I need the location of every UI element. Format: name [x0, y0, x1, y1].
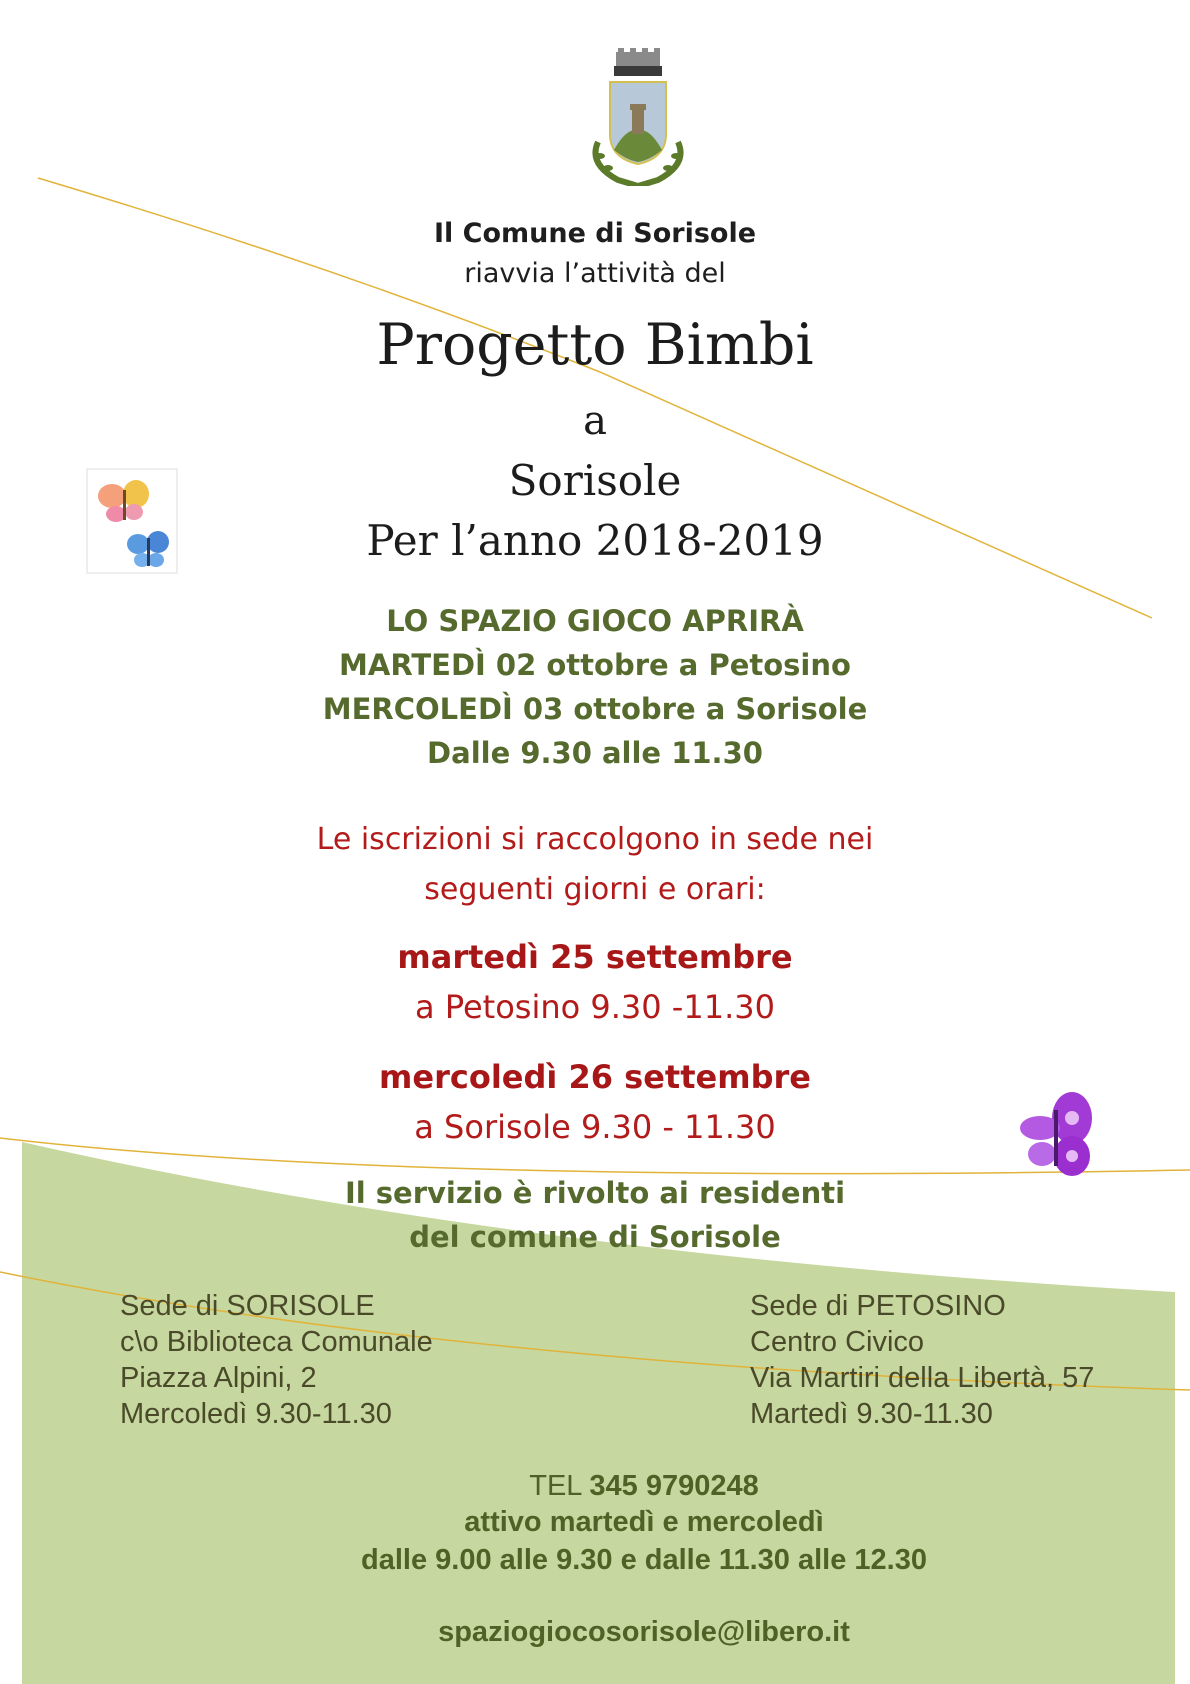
registration-day-1-place: a Petosino 9.30 -11.30 [415, 988, 775, 1026]
page-title: Progetto Bimbi [376, 312, 814, 378]
registration-day-1-date: martedì 25 settembre [397, 938, 793, 976]
sede-sorisole [120, 1288, 433, 1432]
sede-petosino-line-2: Via Martiri della Libertà, 57 [750, 1362, 1095, 1394]
registration-intro-1: Le iscrizioni si raccolgono in sede nei [316, 822, 874, 857]
issuer: Il Comune di Sorisole [433, 218, 757, 249]
sede-sorisole-line-3: Mercoledì 9.30-11.30 [120, 1398, 392, 1430]
opening-line-1: LO SPAZIO GIOCO APRIRÀ [386, 604, 804, 638]
service-line-1: Il servizio è rivolto ai residenti [344, 1176, 846, 1210]
service-line-2: del comune di Sorisole [409, 1220, 781, 1254]
subtitle: riavvia l’attività del [464, 258, 726, 289]
registration-day-2-date: mercoledì 26 settembre [379, 1058, 811, 1096]
phone-number: 345 9790248 [589, 1470, 759, 1502]
opening-line-4: Dalle 9.30 alle 11.30 [427, 736, 763, 770]
opening-line-3: MERCOLEDÌ 03 ottobre a Sorisole [322, 692, 868, 726]
contact-active-days: attivo martedì e mercoledì [464, 1506, 824, 1538]
registration-day-2-place: a Sorisole 9.30 - 11.30 [414, 1108, 776, 1146]
sede-petosino [750, 1288, 1094, 1432]
sede-petosino-line-3: Martedì 9.30-11.30 [750, 1398, 993, 1430]
sede-sorisole-line-1: c\o Biblioteca Comunale [120, 1326, 433, 1358]
title-year: Per l’anno 2018-2019 [366, 516, 824, 565]
sede-petosino-line-1: Centro Civico [750, 1326, 925, 1358]
sede-sorisole-title: Sede di SORISOLE [120, 1290, 375, 1322]
contact-phone [0, 1470, 1190, 1503]
title-place: Sorisole [508, 456, 682, 505]
coat-of-arms-icon [578, 46, 698, 186]
title-connector: a [583, 398, 607, 444]
contact-email-link[interactable]: spaziogiocosorisole@libero.it [438, 1616, 850, 1648]
registration-intro-2: seguenti giorni e orari: [424, 872, 766, 907]
sede-petosino-title: Sede di PETOSINO [750, 1290, 1006, 1322]
contact-hours: dalle 9.00 alle 9.30 e dalle 11.30 alle 12.30 [361, 1544, 927, 1576]
sede-sorisole-line-2: Piazza Alpini, 2 [120, 1362, 317, 1394]
opening-line-2: MARTEDÌ 02 ottobre a Petosino [339, 648, 851, 682]
phone-label: TEL [529, 1470, 582, 1502]
